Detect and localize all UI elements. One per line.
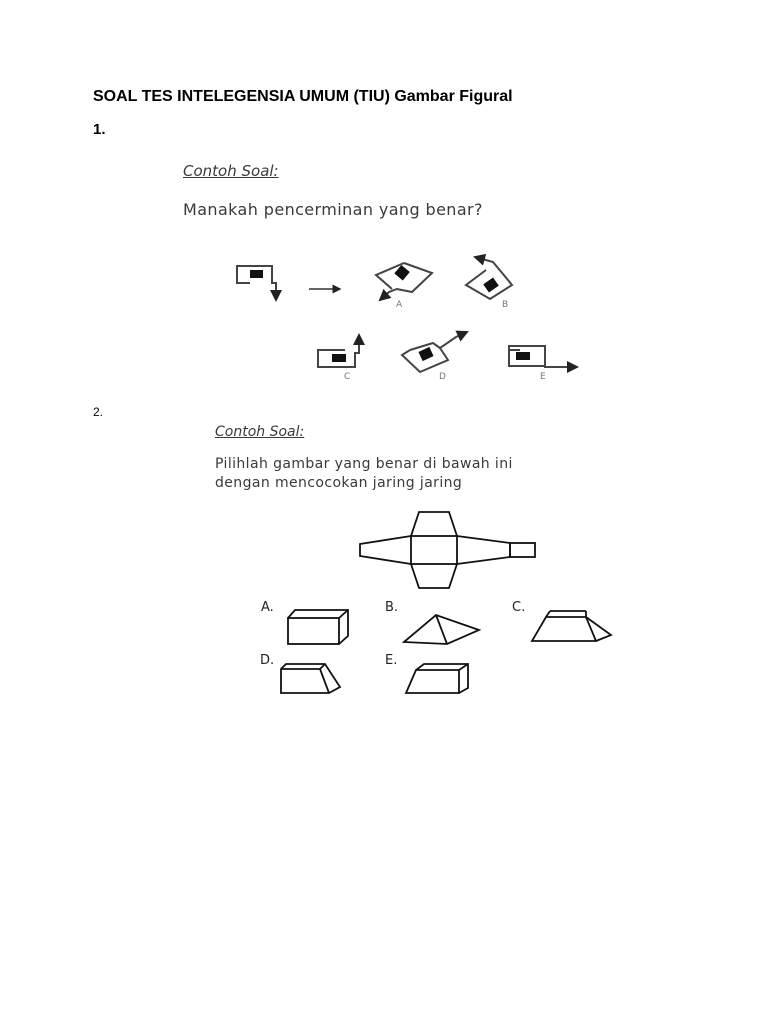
question-1-number: 1. xyxy=(93,121,106,138)
net-option-b-shape xyxy=(404,615,479,644)
net-option-b-label: B. xyxy=(385,600,399,615)
option-b-label: B xyxy=(502,300,509,310)
net-option-e-shape xyxy=(406,664,468,693)
question-2-prompt-line-2: dengan mencocokan jaring jaring xyxy=(215,475,463,491)
question-2-number: 2. xyxy=(93,405,104,419)
net-option-c-shape xyxy=(532,611,611,641)
question-2-prompt-line-1: Pilihlah gambar yang benar di bawah ini xyxy=(215,456,513,472)
net-option-d-label: D. xyxy=(260,653,275,668)
net-option-a-label: A. xyxy=(261,600,274,615)
question-1-prompt: Manakah pencerminan yang benar? xyxy=(183,200,483,219)
option-c-label: C xyxy=(344,372,351,382)
question-2-example-heading: Contoh Soal: xyxy=(215,424,305,440)
option-e-label: E xyxy=(540,372,546,382)
net-option-a-shape xyxy=(288,610,348,644)
net-option-d-shape xyxy=(281,664,340,693)
option-d-label: D xyxy=(439,372,446,382)
document-title: SOAL TES INTELEGENSIA UMUM (TIU) Gambar Figural xyxy=(93,88,513,105)
net-option-e-label: E. xyxy=(385,653,398,668)
net-option-c-label: C. xyxy=(512,600,526,615)
option-a-label: A xyxy=(396,300,403,310)
question-1-example-heading: Contoh Soal: xyxy=(183,162,279,180)
net-diagram xyxy=(360,512,535,588)
